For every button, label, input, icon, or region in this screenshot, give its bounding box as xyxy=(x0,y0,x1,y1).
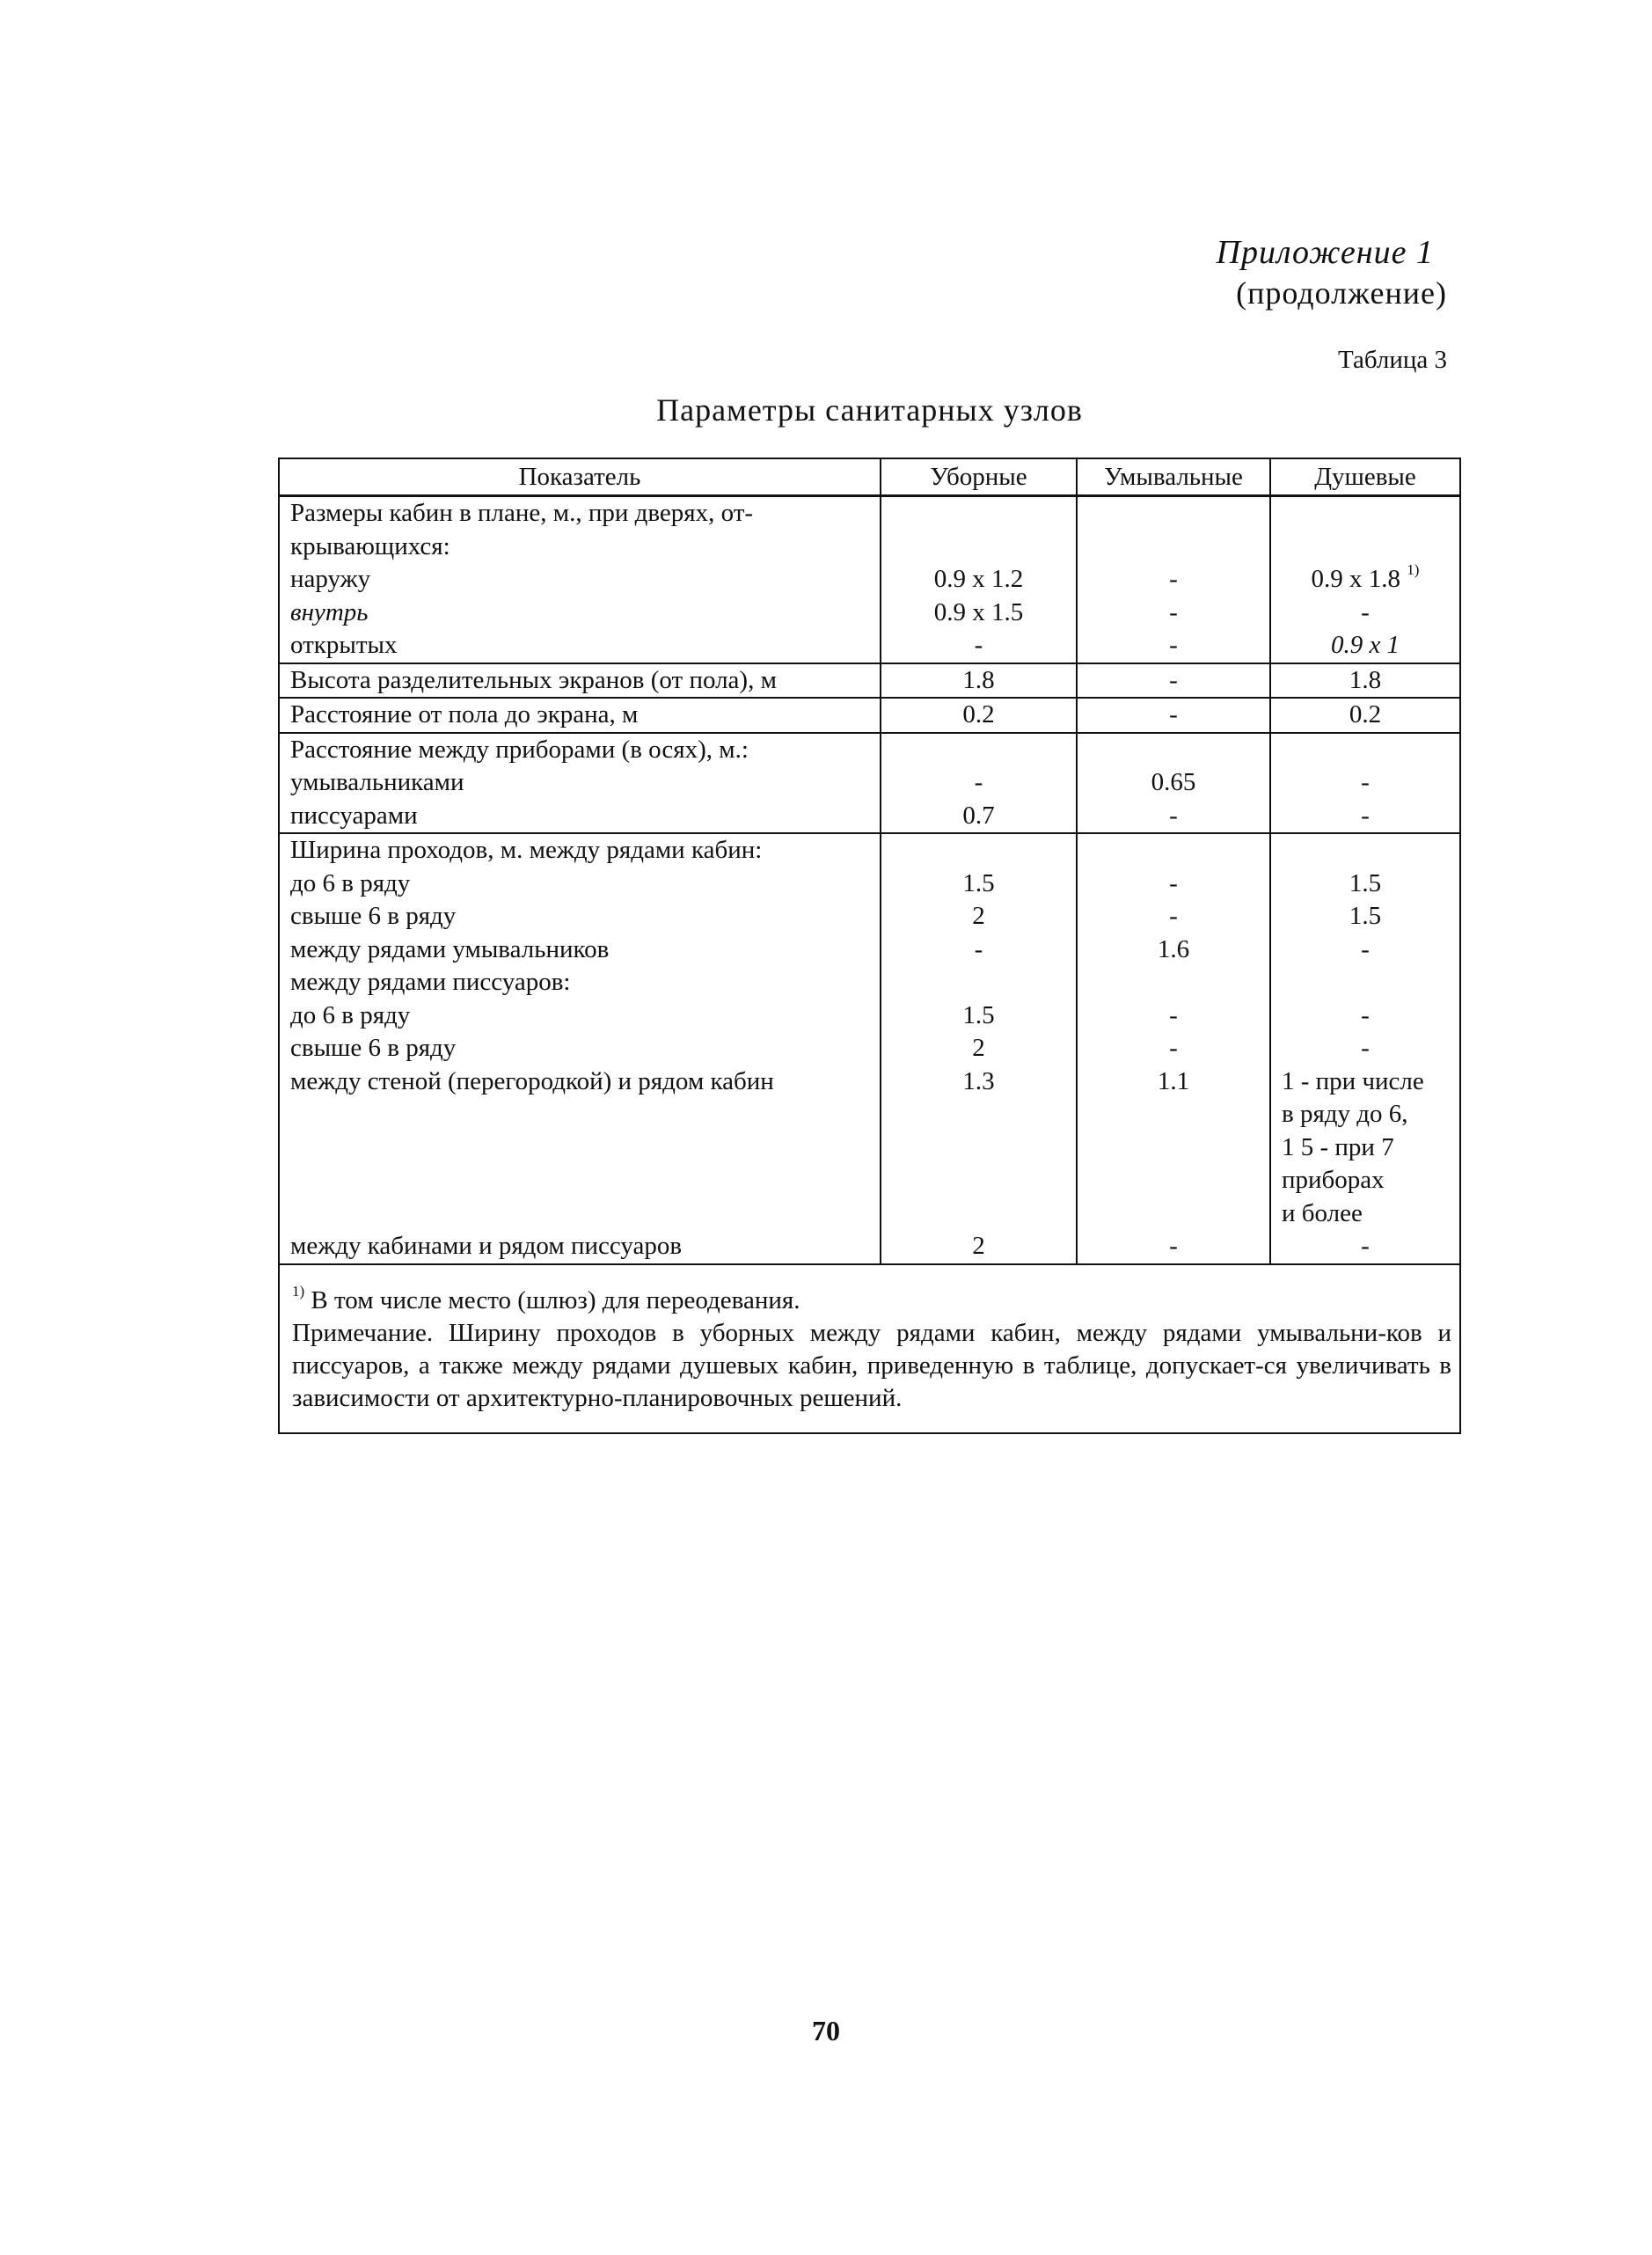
value-line xyxy=(1078,1131,1269,1165)
value-line: 1.1 xyxy=(1157,1066,1190,1095)
value-line: 0.7 xyxy=(962,801,995,830)
column-header-indicator: Показатель xyxy=(280,458,881,496)
value-line xyxy=(881,1164,1076,1197)
value-line: 1.5 xyxy=(962,868,995,897)
value-line: - xyxy=(1169,1034,1178,1062)
indicator-line: свыше 6 в ряду xyxy=(290,1034,457,1062)
value-line: - xyxy=(1169,665,1178,694)
indicator-line xyxy=(280,1098,880,1131)
value-line: 1.8 xyxy=(1349,665,1382,694)
indicator-cell xyxy=(280,496,881,663)
value-line: - xyxy=(974,631,983,659)
value-line: 1 5 - при 7 xyxy=(1282,1132,1394,1161)
showers-cell xyxy=(1270,733,1459,834)
indicator-line: Высота разделительных экранов (от пола), м xyxy=(290,665,777,694)
value-line: - xyxy=(1361,1034,1370,1062)
value-line: 0.9 x 1.5 xyxy=(933,597,1024,626)
value-line xyxy=(1078,1098,1269,1131)
column-header-toilets: Уборные xyxy=(881,458,1077,496)
table-title: Параметры санитарных узлов xyxy=(656,392,1083,428)
indicator-cell xyxy=(280,733,881,834)
footnote xyxy=(292,1285,1451,1317)
value-line: - xyxy=(1361,801,1370,830)
value-line xyxy=(1078,1164,1269,1197)
value-line: - xyxy=(1361,1232,1370,1260)
table-frame xyxy=(278,458,1461,1434)
value-line xyxy=(1271,966,1459,999)
value-line xyxy=(1078,734,1269,767)
showers-cell xyxy=(1270,496,1459,663)
value-line: 2 xyxy=(972,902,985,930)
toilets-cell xyxy=(881,698,1077,733)
value-line: 0.9 x 1.2 xyxy=(933,565,1024,593)
indicator-line: наружу xyxy=(290,565,371,593)
value-line xyxy=(1078,1197,1269,1231)
value-line: и более xyxy=(1282,1198,1363,1227)
value-line xyxy=(881,531,1076,564)
value-line xyxy=(1078,834,1269,868)
toilets-cell xyxy=(881,733,1077,834)
toilets-cell xyxy=(881,496,1077,663)
value-line xyxy=(881,734,1076,767)
value-line xyxy=(881,834,1076,868)
indicator-line: до 6 в ряду xyxy=(290,1000,411,1029)
indicator-line: внутрь xyxy=(290,597,369,626)
washrooms-cell xyxy=(1077,698,1270,733)
value-line xyxy=(1271,834,1459,868)
washrooms-cell xyxy=(1077,663,1270,699)
value-line: - xyxy=(1169,801,1178,830)
page-number: 70 xyxy=(812,2015,840,2046)
value-line: - xyxy=(1169,1232,1178,1260)
column-header-showers: Душевые xyxy=(1270,458,1459,496)
value-line xyxy=(1078,531,1269,564)
showers-cell xyxy=(1270,833,1459,1264)
indicator-cell xyxy=(280,698,881,733)
table-notes xyxy=(292,1285,1451,1415)
value-text: 0.9 x 1.8 xyxy=(1311,565,1401,593)
washrooms-cell xyxy=(1077,733,1270,834)
value-line: 0.9 x 1 xyxy=(1330,631,1400,659)
value-line xyxy=(881,1131,1076,1165)
table-row xyxy=(280,663,1459,699)
value-line: 2 xyxy=(972,1232,985,1260)
value-line: 0.2 xyxy=(962,700,995,728)
indicator-line: умывальниками xyxy=(290,768,464,796)
footnote-marker: 1) xyxy=(1407,563,1420,578)
showers-cell xyxy=(1270,663,1459,699)
indicator-line xyxy=(280,1164,880,1197)
table-header-row xyxy=(280,458,1459,496)
value-line xyxy=(1078,497,1269,531)
value-line xyxy=(881,1098,1076,1131)
indicator-line: свыше 6 в ряду xyxy=(290,902,457,930)
value-line: - xyxy=(974,934,983,963)
indicator-line: до 6 в ряду xyxy=(290,868,411,897)
toilets-cell xyxy=(881,833,1077,1264)
indicator-line: крывающихся: xyxy=(290,531,450,560)
indicator-line: Ширина проходов, м. между рядами кабин: xyxy=(290,836,763,864)
indicator-cell xyxy=(280,833,881,1264)
indicator-line: Размеры кабин в плане, м., при дверях, от- xyxy=(290,499,754,527)
value-line: 1.8 xyxy=(962,665,995,694)
indicator-line xyxy=(280,1131,880,1165)
indicator-line: между рядами писсуаров: xyxy=(290,968,571,996)
indicator-line: между рядами умывальников xyxy=(290,934,610,963)
table-row xyxy=(280,698,1459,733)
value-line xyxy=(1271,531,1459,564)
value-line: 1.5 xyxy=(1349,868,1382,897)
washrooms-cell xyxy=(1077,496,1270,663)
indicator-line: между стеной (перегородкой) и рядом кабин xyxy=(290,1066,774,1095)
indicator-line: Расстояние между приборами (в осях), м.: xyxy=(290,735,749,764)
remark: Примечание. Ширину проходов в уборных между рядами кабин, между рядами умывальни-ков и писсуаров, а также между рядами душевых кабин, приведенную в таблице, допускает-ся увеличивать в зависимости от архитектурно-планировочных решений. xyxy=(292,1319,1451,1412)
value-line xyxy=(881,1197,1076,1231)
indicator-line: Расстояние от пола до экрана, м xyxy=(290,700,639,728)
table-row xyxy=(280,733,1459,834)
table-row xyxy=(280,833,1459,1264)
value-line: - xyxy=(1169,1000,1178,1029)
value-line: - xyxy=(1169,565,1178,593)
value-line xyxy=(1271,734,1459,767)
value-line: - xyxy=(1169,902,1178,930)
footnote-text: В том числе место (шлюз) для переодевания. xyxy=(304,1286,800,1314)
value-line: 1 - при числе xyxy=(1282,1066,1424,1095)
value-line xyxy=(881,966,1076,999)
value-line: 1.5 xyxy=(1349,902,1382,930)
showers-cell xyxy=(1270,698,1459,733)
appendix-title: Приложение 1 xyxy=(1216,234,1434,271)
value-line: 0.65 xyxy=(1151,768,1196,796)
value-line: - xyxy=(1169,868,1178,897)
value-line: - xyxy=(1169,597,1178,626)
value-line: 1.5 xyxy=(962,1000,995,1029)
parameters-table xyxy=(280,458,1459,1265)
value-line: - xyxy=(1169,631,1178,659)
indicator-line: между кабинами и рядом писсуаров xyxy=(290,1232,683,1260)
footnote-marker: 1) xyxy=(292,1283,305,1300)
value-line xyxy=(1078,966,1269,999)
value-line: приборах xyxy=(1282,1166,1385,1194)
appendix-subtitle: (продолжение) xyxy=(1236,275,1447,311)
value-line: в ряду до 6, xyxy=(1282,1100,1408,1128)
toilets-cell xyxy=(881,663,1077,699)
value-line xyxy=(1271,497,1459,531)
value-line: - xyxy=(1361,1000,1370,1029)
value-line: - xyxy=(974,768,983,796)
indicator-line: открытых xyxy=(290,631,398,659)
value-line: 1.6 xyxy=(1157,934,1190,963)
table-number: Таблица 3 xyxy=(1337,346,1447,374)
indicator-line xyxy=(280,1197,880,1231)
indicator-line: писсуарами xyxy=(290,801,418,830)
value-line: - xyxy=(1361,934,1370,963)
value-line: 1.3 xyxy=(962,1066,995,1095)
value-line-with-footnote xyxy=(1271,563,1459,597)
washrooms-cell xyxy=(1077,833,1270,1264)
value-line: - xyxy=(1361,768,1370,796)
value-line: - xyxy=(1169,700,1178,728)
column-header-washrooms: Умывальные xyxy=(1077,458,1270,496)
value-line: - xyxy=(1361,597,1370,626)
indicator-cell xyxy=(280,663,881,699)
value-line xyxy=(881,497,1076,531)
table-row xyxy=(280,496,1459,663)
value-line: 0.2 xyxy=(1349,700,1382,728)
value-line: 2 xyxy=(972,1034,985,1062)
